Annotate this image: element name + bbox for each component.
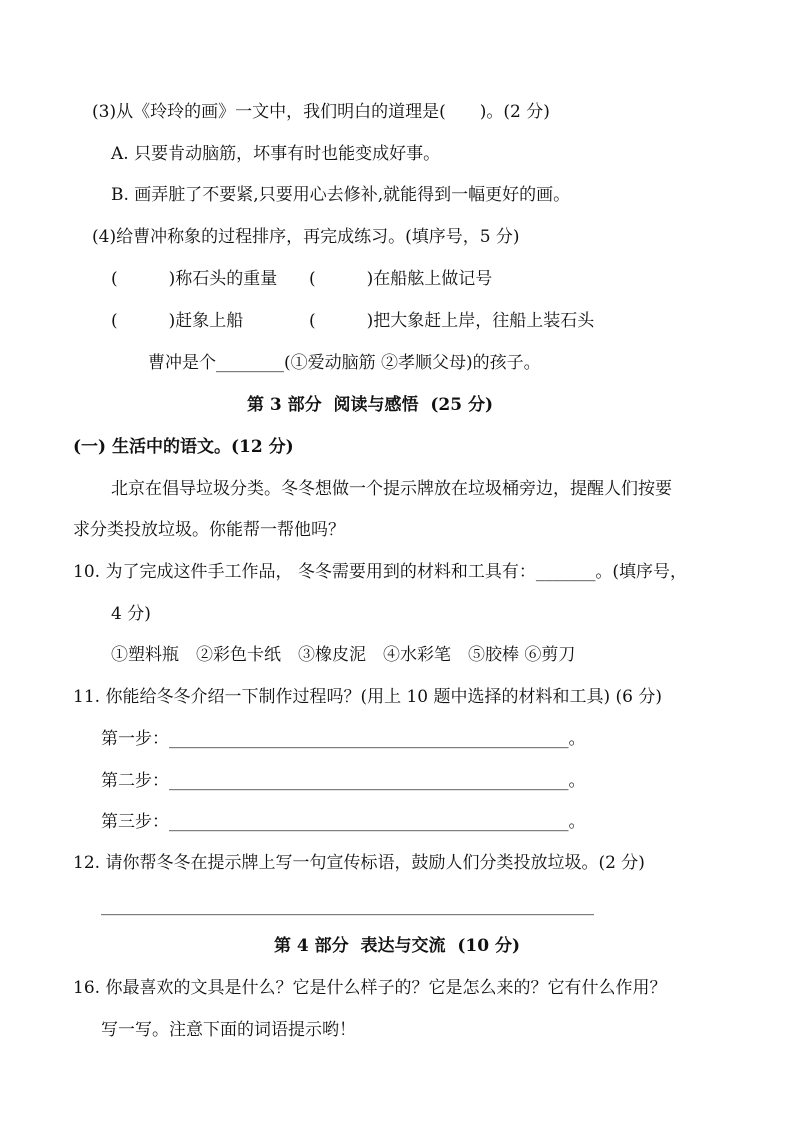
q3-option-a: A. 只要肯动脑筋，坏事有时也能变成好事。 [111,144,441,164]
q4-row2-right: ( )把大象赶上岸，往船上装石头 [309,311,595,331]
q16-line1: 16. 你最喜欢的文具是什么？它是什么样子的？它是怎么来的？它有什么作用？ [73,978,667,998]
part4-heading: 第 4 部分 表达与交流 (10 分) [274,936,521,956]
q3-option-b: B. 画弄脏了不要紧,只要用心去修补,就能得到一幅更好的画。 [111,185,571,205]
q4-stem: (4)给曹冲称象的过程排序，再完成练习。(填序号，5 分) [92,227,520,247]
part3-heading: 第 3 部分 阅读与感悟 (25 分) [247,395,494,415]
q4-row1-left: ( )称石头的重量 [111,269,278,289]
q11-step2: 第二步：_______________________________________________。 [101,771,586,791]
q11-step3: 第三步：_______________________________________________。 [101,812,586,832]
q4-row1-right: ( )在船舷上做记号 [309,269,493,289]
q11-stem: 11. 你能给冬冬介绍一下制作过程吗？(用上 10 题中选择的材料和工具) (6 分) [73,687,663,707]
q4-fill-sentence: 曹冲是个________(①爱动脑筋 ②孝顺父母)的孩子。 [148,353,541,373]
q11-step1: 第一步：_______________________________________________。 [101,729,586,749]
intro-line1: 北京在倡导垃圾分类。冬冬想做一个提示牌放在垃圾桶旁边，提醒人们按要 [111,479,672,499]
q16-line2: 写一写。注意下面的词语提示哟！ [101,1020,356,1040]
q10-line1: 10. 为了完成这件手工作品， 冬冬需要用到的材料和工具有：_______。(填序号， [73,562,687,582]
q12-answer-blank: __________________________________________________________ [101,896,594,916]
intro-line2: 求分类投放垃圾。你能帮一帮他吗？ [73,520,345,540]
q10-line2: 4 分) [111,604,151,624]
q10-options: ①塑料瓶 ②彩色卡纸 ③橡皮泥 ④水彩笔 ⑤胶棒 ⑥剪刀 [111,645,576,665]
q3-stem: (3)从《玲玲的画》一文中，我们明白的道理是( )。(2 分) [92,102,550,122]
q12-stem: 12. 请你帮冬冬在提示牌上写一句宣传标语，鼓励人们分类投放垃圾。(2 分) [73,853,645,873]
section1-title: (一) 生活中的语文。(12 分) [73,437,294,457]
q4-row2-left: ( )赶象上船 [111,311,244,331]
